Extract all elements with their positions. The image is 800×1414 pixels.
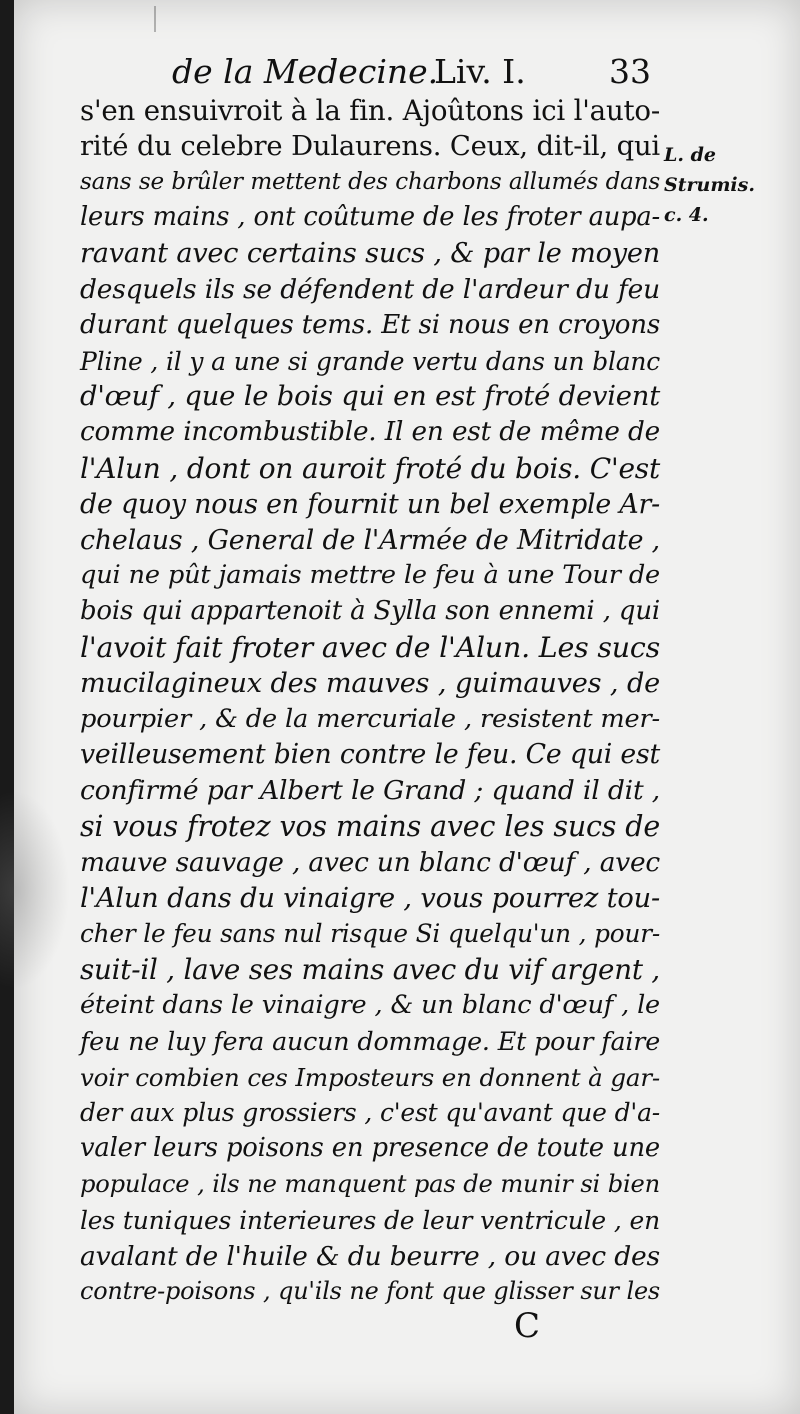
- text-line: l'Alun , dont on auroit froté du bois. C'est: [80, 451, 660, 485]
- margin-note-line: Strumis.: [664, 174, 755, 196]
- binding-mark: [154, 6, 156, 32]
- text-line: durant quelques tems. Et si nous en croyons: [80, 309, 660, 340]
- text-line: contre-poisons , qu'ils ne font que glisser sur les: [80, 1277, 660, 1306]
- text-line: comme incombustible. Il en est de même de: [80, 417, 660, 448]
- text-line: éteint dans le vinaigre , & un blanc d'œuf , le: [80, 989, 660, 1020]
- text-line: feu ne luy fera aucun dommage. Et pour faire: [80, 1025, 660, 1056]
- text-line: voir combien ces Imposteurs en donnent à gar-: [80, 1062, 660, 1092]
- text-line: sans se brûler mettent des charbons allumés dans: [80, 168, 660, 195]
- text-line: rité du celebre Dulaurens. Ceux, dit-il, qui: [80, 130, 660, 162]
- text-line: veilleusement bien contre le feu. Ce qui est: [80, 739, 660, 771]
- text-line: ravant avec certains sucs , & par le moyen: [80, 238, 660, 270]
- margin-note: [664, 140, 784, 230]
- page-stain: [0, 790, 70, 990]
- margin-note-line: c. 4.: [664, 204, 709, 226]
- book-page: [14, 0, 800, 1414]
- page-number: 33: [609, 52, 651, 91]
- text-line: bois qui appartenoit à Sylla son ennemi , qui: [80, 596, 660, 627]
- text-line: suit-il , lave ses mains avec du vif argent ,: [80, 953, 660, 987]
- text-line: confirmé par Albert le Grand ; quand il dit ,: [80, 775, 660, 807]
- header-title: de la Medecine.: [172, 52, 439, 91]
- text-line: pourpier , & de la mercuriale , resistent mer-: [80, 703, 660, 734]
- text-line: desquels ils se défendent de l'ardeur du feu: [80, 273, 660, 305]
- text-line: mucilagineux des mauves , guimauves , de: [80, 667, 660, 699]
- text-line: leurs mains , ont coûtume de les froter aupa-: [80, 202, 660, 233]
- text-line: chelaus , General de l'Armée de Mitridate ,: [80, 524, 660, 556]
- text-line: l'avoit fait froter avec de l'Alun. Les sucs: [80, 630, 660, 664]
- text-line: Pline , il y a une si grande vertu dans un blanc: [80, 346, 660, 376]
- text-line: l'Alun dans du vinaigre , vous pourrez tou-: [80, 882, 660, 914]
- text-line: avalant de l'huile & du beurre , ou avec des: [80, 1240, 660, 1272]
- text-line: de quoy nous en fournit un bel exemple Ar-: [80, 488, 660, 520]
- text-line: si vous frotez vos mains avec les sucs de: [80, 809, 660, 843]
- text-line: populace , ils ne manquent pas de munir si bien: [80, 1169, 660, 1198]
- text-line: valer leurs poisons en presence de toute une: [80, 1133, 660, 1164]
- text-line: s'en ensuivroit à la fin. Ajoûtons ici l'auto-: [80, 94, 660, 127]
- text-line: qui ne pût jamais mettre le feu à une Tour de: [80, 560, 660, 591]
- text-line: cher le feu sans nul risque Si quelqu'un , pour-: [80, 919, 660, 949]
- text-line: d'œuf , que le bois qui en est froté devient: [80, 381, 660, 413]
- text-line: les tuniques interieures de leur ventricule , en: [80, 1205, 660, 1235]
- header-book: Liv. I.: [434, 52, 526, 91]
- margin-note-line: L. de: [664, 144, 716, 166]
- body-text: [80, 93, 660, 1310]
- text-line: mauve sauvage , avec un blanc d'œuf , avec: [80, 846, 660, 878]
- running-header: [164, 52, 654, 92]
- text-line: der aux plus grossiers , c'est qu'avant que d'a-: [80, 1098, 660, 1128]
- signature-mark: C: [514, 1306, 541, 1346]
